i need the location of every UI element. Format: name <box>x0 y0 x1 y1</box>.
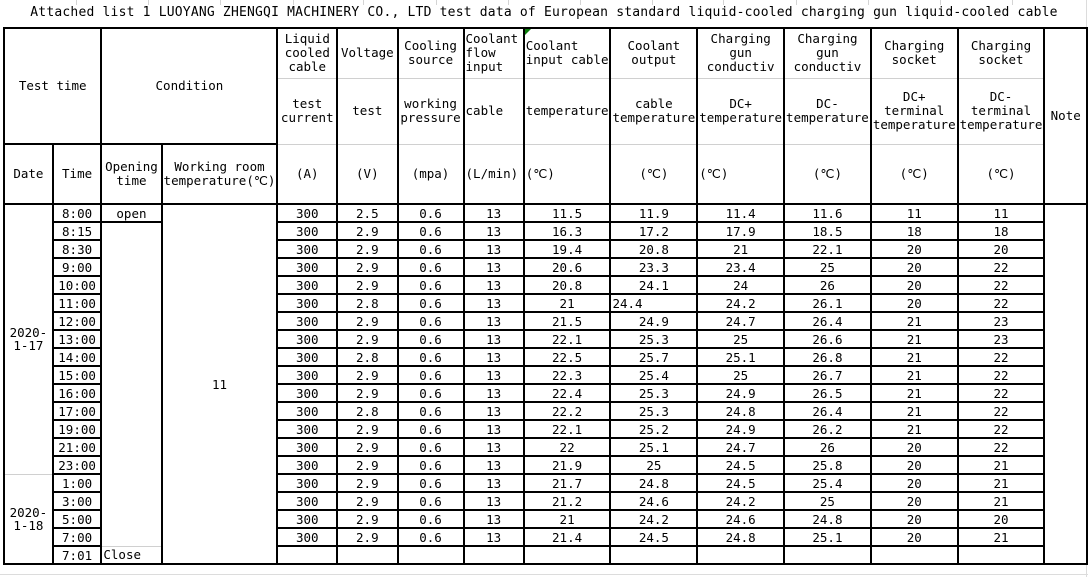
time-cell: 7:00 <box>53 528 102 546</box>
value-cell-working-pressure: 0.6 <box>398 402 464 420</box>
header-voltage-group: Voltage <box>337 28 397 78</box>
value-cell-coolant-flow: 13 <box>464 492 524 510</box>
value-cell-gun-dc-minus-temp: 22.1 <box>784 240 871 258</box>
value-cell-test-current: 300 <box>277 204 337 222</box>
value-cell-coolant-flow: 13 <box>464 384 524 402</box>
value-cell-gun-dc-minus-temp: 26 <box>784 276 871 294</box>
value-cell-coolant-input-temp: 22.1 <box>524 330 611 348</box>
value-cell-coolant-input-temp: 21.2 <box>524 492 611 510</box>
time-cell: 12:00 <box>53 312 102 330</box>
value-cell-socket-dc-plus-temp: 21 <box>871 348 958 366</box>
value-cell-coolant-input-temp: 16.3 <box>524 222 611 240</box>
header-note: Note <box>1044 28 1087 204</box>
value-cell-voltage: 2.9 <box>337 312 397 330</box>
value-cell-test-current: 300 <box>277 366 337 384</box>
gridline-stub <box>436 0 437 5</box>
header-unit-gun-dc-plus: (℃) <box>697 144 784 204</box>
value-cell-gun-dc-plus-temp: 23.4 <box>697 258 784 276</box>
time-cell: 14:00 <box>53 348 102 366</box>
value-cell-voltage: 2.9 <box>337 222 397 240</box>
value-cell-gun-dc-plus-temp <box>697 546 784 564</box>
header-condition: Condition <box>101 28 277 144</box>
time-cell: 10:00 <box>53 276 102 294</box>
value-cell-gun-dc-plus-temp: 24.8 <box>697 528 784 546</box>
value-cell-working-pressure: 0.6 <box>398 456 464 474</box>
value-cell-test-current: 300 <box>277 222 337 240</box>
value-cell-gun-dc-minus-temp: 26.2 <box>784 420 871 438</box>
gridline-stub <box>1012 0 1013 5</box>
value-cell-coolant-flow: 13 <box>464 294 524 312</box>
header-test-time: Test time <box>4 28 101 144</box>
value-cell-socket-dc-plus-temp: 20 <box>871 492 958 510</box>
value-cell-coolant-input-temp: 22.4 <box>524 384 611 402</box>
value-cell-working-pressure: 0.6 <box>398 294 464 312</box>
value-cell-socket-dc-minus-temp: 22 <box>958 294 1045 312</box>
value-cell-socket-dc-plus-temp: 20 <box>871 474 958 492</box>
value-cell-socket-dc-minus-temp: 22 <box>958 348 1045 366</box>
gridline-stub <box>652 0 653 5</box>
header-gun-dc-minus-group: Charging gun conductiv <box>784 28 871 78</box>
gridline-stub <box>868 0 869 5</box>
value-cell-coolant-output-temp: 24.8 <box>610 474 697 492</box>
value-cell-coolant-input-temp: 21.7 <box>524 474 611 492</box>
value-cell-gun-dc-minus-temp: 26.7 <box>784 366 871 384</box>
value-cell-socket-dc-minus-temp: 20 <box>958 240 1045 258</box>
value-cell-voltage: 2.9 <box>337 366 397 384</box>
gridline-stub <box>723 0 724 5</box>
value-cell-voltage: 2.9 <box>337 438 397 456</box>
time-cell: 3:00 <box>53 492 102 510</box>
value-cell-gun-dc-plus-temp: 24.8 <box>697 402 784 420</box>
value-cell-gun-dc-minus-temp: 26.1 <box>784 294 871 312</box>
value-cell-coolant-output-temp: 24.4 <box>610 294 697 312</box>
value-cell-working-pressure: 0.6 <box>398 474 464 492</box>
value-cell-socket-dc-plus-temp: 21 <box>871 330 958 348</box>
gridline-stub <box>940 0 941 5</box>
value-cell-coolant-output-temp: 25.3 <box>610 384 697 402</box>
value-cell-gun-dc-minus-temp: 11.6 <box>784 204 871 222</box>
value-cell-gun-dc-plus-temp: 24.9 <box>697 384 784 402</box>
date-cell: 2020-1-18 <box>4 474 53 564</box>
value-cell-gun-dc-plus-temp: 25 <box>697 366 784 384</box>
value-cell-test-current: 300 <box>277 348 337 366</box>
gridline-stub <box>363 0 364 5</box>
header-unit-gun-dc-minus: (℃) <box>784 144 871 204</box>
value-cell-test-current: 300 <box>277 330 337 348</box>
value-cell-test-current: 300 <box>277 294 337 312</box>
header-test-current-sub: test current <box>277 78 337 144</box>
value-cell-socket-dc-plus-temp: 21 <box>871 366 958 384</box>
header-coolant-flow-sub: cable <box>464 78 524 144</box>
value-cell-working-pressure: 0.6 <box>398 492 464 510</box>
value-cell-gun-dc-plus-temp: 24.6 <box>697 510 784 528</box>
header-opening-time: Opening time <box>101 144 161 204</box>
value-cell-coolant-flow: 13 <box>464 366 524 384</box>
value-cell-gun-dc-plus-temp: 24.5 <box>697 456 784 474</box>
value-cell-socket-dc-minus-temp: 18 <box>958 222 1045 240</box>
time-cell: 21:00 <box>53 438 102 456</box>
time-cell: 17:00 <box>53 402 102 420</box>
value-cell-coolant-flow: 13 <box>464 402 524 420</box>
header-unit-coolant-input: (℃) <box>524 144 611 204</box>
opening-span-cell <box>101 222 161 546</box>
value-cell-socket-dc-minus-temp: 21 <box>958 492 1045 510</box>
value-cell-working-pressure: 0.6 <box>398 222 464 240</box>
value-cell-coolant-output-temp: 25.4 <box>610 366 697 384</box>
value-cell-coolant-flow <box>464 546 524 564</box>
value-cell-gun-dc-plus-temp: 24.2 <box>697 492 784 510</box>
date-cell: 2020-1-17 <box>4 204 53 474</box>
value-cell-socket-dc-plus-temp: 21 <box>871 402 958 420</box>
value-cell-coolant-input-temp: 21 <box>524 294 611 312</box>
header-socket-dc-plus-group: Charging socket <box>871 28 958 78</box>
value-cell-coolant-input-temp: 19.4 <box>524 240 611 258</box>
value-cell-coolant-flow: 13 <box>464 456 524 474</box>
header-voltage-sub: test <box>337 78 397 144</box>
value-cell-coolant-flow: 13 <box>464 330 524 348</box>
value-cell-test-current: 300 <box>277 384 337 402</box>
header-gun-dc-minus-sub: DC- temperature <box>784 78 871 144</box>
value-cell-coolant-output-temp: 20.8 <box>610 240 697 258</box>
value-cell-socket-dc-plus-temp: 20 <box>871 276 958 294</box>
value-cell-socket-dc-plus-temp: 21 <box>871 420 958 438</box>
value-cell-coolant-output-temp <box>610 546 697 564</box>
header-unit-pressure: (mpa) <box>398 144 464 204</box>
value-cell-coolant-output-temp: 25.3 <box>610 330 697 348</box>
value-cell-coolant-output-temp: 25.2 <box>610 420 697 438</box>
header-coolant-input-sub: temperature <box>524 78 611 144</box>
value-cell-coolant-output-temp: 25 <box>610 456 697 474</box>
time-cell: 8:30 <box>53 240 102 258</box>
value-cell-coolant-output-temp: 24.6 <box>610 492 697 510</box>
value-cell-socket-dc-plus-temp: 20 <box>871 258 958 276</box>
value-cell-working-pressure: 0.6 <box>398 330 464 348</box>
value-cell-voltage: 2.8 <box>337 294 397 312</box>
header-gun-dc-plus-group: Charging gun conductiv <box>697 28 784 78</box>
value-cell-gun-dc-plus-temp: 11.4 <box>697 204 784 222</box>
value-cell-test-current: 300 <box>277 312 337 330</box>
value-cell-socket-dc-plus-temp: 20 <box>871 438 958 456</box>
value-cell-voltage: 2.9 <box>337 456 397 474</box>
opening-cell-close: Close <box>101 546 161 564</box>
gridline-stub <box>148 0 149 5</box>
value-cell-voltage: 2.9 <box>337 474 397 492</box>
value-cell-socket-dc-minus-temp: 20 <box>958 510 1045 528</box>
value-cell-test-current <box>277 546 337 564</box>
value-cell-gun-dc-minus-temp: 26.5 <box>784 384 871 402</box>
value-cell-coolant-flow: 13 <box>464 438 524 456</box>
value-cell-socket-dc-minus-temp: 22 <box>958 402 1045 420</box>
header-working-room: Working room temperature(℃) <box>162 144 278 204</box>
value-cell-socket-dc-plus-temp: 11 <box>871 204 958 222</box>
value-cell-coolant-flow: 13 <box>464 258 524 276</box>
value-cell-coolant-output-temp: 25.3 <box>610 402 697 420</box>
value-cell-voltage: 2.9 <box>337 276 397 294</box>
value-cell-working-pressure: 0.6 <box>398 510 464 528</box>
gridline-stub <box>293 0 294 5</box>
value-cell-gun-dc-minus-temp: 24.8 <box>784 510 871 528</box>
value-cell-gun-dc-plus-temp: 24.7 <box>697 312 784 330</box>
header-unit-voltage: (V) <box>337 144 397 204</box>
value-cell-gun-dc-plus-temp: 24.2 <box>697 294 784 312</box>
gridline-stub <box>580 0 581 5</box>
value-cell-coolant-flow: 13 <box>464 528 524 546</box>
value-cell-test-current: 300 <box>277 528 337 546</box>
value-cell-working-pressure: 0.6 <box>398 420 464 438</box>
value-cell-test-current: 300 <box>277 510 337 528</box>
value-cell-socket-dc-plus-temp: 18 <box>871 222 958 240</box>
value-cell-socket-dc-minus-temp: 11 <box>958 204 1045 222</box>
value-cell-gun-dc-minus-temp: 26.4 <box>784 402 871 420</box>
header-coolant-output-group: Coolant output <box>610 28 697 78</box>
value-cell-voltage <box>337 546 397 564</box>
value-cell-socket-dc-plus-temp: 20 <box>871 240 958 258</box>
value-cell-socket-dc-minus-temp: 23 <box>958 330 1045 348</box>
value-cell-working-pressure: 0.6 <box>398 384 464 402</box>
comment-indicator-icon <box>525 29 531 35</box>
value-cell-coolant-flow: 13 <box>464 348 524 366</box>
value-cell-test-current: 300 <box>277 456 337 474</box>
value-cell-working-pressure: 0.6 <box>398 528 464 546</box>
value-cell-working-pressure: 0.6 <box>398 366 464 384</box>
gridline-stub <box>796 0 797 5</box>
value-cell-voltage: 2.5 <box>337 204 397 222</box>
value-cell-voltage: 2.8 <box>337 348 397 366</box>
time-cell: 16:00 <box>53 384 102 402</box>
header-coolant-flow-group: Coolant flow input <box>464 28 524 78</box>
value-cell-socket-dc-minus-temp: 21 <box>958 474 1045 492</box>
value-cell-coolant-flow: 13 <box>464 222 524 240</box>
gridline-stub <box>508 0 509 5</box>
value-cell-voltage: 2.9 <box>337 240 397 258</box>
value-cell-test-current: 300 <box>277 420 337 438</box>
value-cell-gun-dc-plus-temp: 24.5 <box>697 474 784 492</box>
value-cell-coolant-input-temp: 22.1 <box>524 420 611 438</box>
value-cell-coolant-input-temp: 20.8 <box>524 276 611 294</box>
value-cell-gun-dc-minus-temp: 26.4 <box>784 312 871 330</box>
header-socket-dc-minus-sub: DC- terminal temperature <box>958 78 1045 144</box>
value-cell-gun-dc-minus-temp: 26.8 <box>784 348 871 366</box>
value-cell-working-pressure <box>398 546 464 564</box>
value-cell-socket-dc-minus-temp: 22 <box>958 258 1045 276</box>
header-socket-dc-plus-sub: DC+ terminal temperature <box>871 78 958 144</box>
time-cell: 7:01 <box>53 546 102 564</box>
value-cell-coolant-flow: 13 <box>464 474 524 492</box>
value-cell-socket-dc-plus-temp: 21 <box>871 312 958 330</box>
value-cell-coolant-output-temp: 24.9 <box>610 312 697 330</box>
value-cell-voltage: 2.9 <box>337 330 397 348</box>
value-cell-coolant-output-temp: 24.1 <box>610 276 697 294</box>
value-cell-coolant-flow: 13 <box>464 276 524 294</box>
value-cell-gun-dc-minus-temp: 25 <box>784 258 871 276</box>
value-cell-gun-dc-minus-temp: 26.6 <box>784 330 871 348</box>
table-header <box>4 28 1087 204</box>
value-cell-socket-dc-plus-temp: 20 <box>871 510 958 528</box>
value-cell-voltage: 2.9 <box>337 384 397 402</box>
time-cell: 1:00 <box>53 474 102 492</box>
value-cell-test-current: 300 <box>277 402 337 420</box>
value-cell-coolant-output-temp: 11.9 <box>610 204 697 222</box>
gridline-bottom <box>0 574 1088 575</box>
working-room-cell: 11 <box>162 204 278 564</box>
header-coolant-input-text: Coolant input cable <box>525 38 609 68</box>
value-cell-socket-dc-plus-temp: 20 <box>871 294 958 312</box>
value-cell-working-pressure: 0.6 <box>398 204 464 222</box>
value-cell-coolant-input-temp: 22 <box>524 438 611 456</box>
value-cell-gun-dc-plus-temp: 24 <box>697 276 784 294</box>
value-cell-coolant-input-temp <box>524 546 611 564</box>
time-cell: 5:00 <box>53 510 102 528</box>
value-cell-socket-dc-minus-temp: 22 <box>958 384 1045 402</box>
value-cell-voltage: 2.9 <box>337 492 397 510</box>
header-unit-flow: (L/min) <box>464 144 524 204</box>
value-cell-socket-dc-minus-temp: 22 <box>958 438 1045 456</box>
value-cell-working-pressure: 0.6 <box>398 240 464 258</box>
value-cell-gun-dc-minus-temp <box>784 546 871 564</box>
value-cell-working-pressure: 0.6 <box>398 276 464 294</box>
header-coolant-input-group <box>524 28 611 78</box>
value-cell-test-current: 300 <box>277 276 337 294</box>
value-cell-gun-dc-plus-temp: 21 <box>697 240 784 258</box>
header-gun-dc-plus-sub: DC+ temperature <box>697 78 784 144</box>
value-cell-coolant-input-temp: 21.5 <box>524 312 611 330</box>
value-cell-test-current: 300 <box>277 492 337 510</box>
value-cell-coolant-flow: 13 <box>464 420 524 438</box>
value-cell-voltage: 2.9 <box>337 528 397 546</box>
value-cell-coolant-output-temp: 17.2 <box>610 222 697 240</box>
value-cell-gun-dc-minus-temp: 25 <box>784 492 871 510</box>
value-cell-gun-dc-minus-temp: 18.5 <box>784 222 871 240</box>
value-cell-voltage: 2.9 <box>337 510 397 528</box>
value-cell-gun-dc-minus-temp: 25.1 <box>784 528 871 546</box>
value-cell-gun-dc-plus-temp: 25.1 <box>697 348 784 366</box>
value-cell-coolant-output-temp: 24.5 <box>610 528 697 546</box>
time-cell: 19:00 <box>53 420 102 438</box>
table-body <box>4 204 1087 564</box>
value-cell-socket-dc-minus-temp <box>958 546 1045 564</box>
time-cell: 15:00 <box>53 366 102 384</box>
value-cell-test-current: 300 <box>277 240 337 258</box>
note-cell <box>1044 204 1087 564</box>
header-unit-socket-dc-plus: (℃) <box>871 144 958 204</box>
value-cell-socket-dc-minus-temp: 22 <box>958 420 1045 438</box>
table-title: Attached list 1 LUOYANG ZHENGQI MACHINERY CO., LTD test data of European standard liquid-cooled charging gun liquid-cooled cable <box>30 5 1058 20</box>
value-cell-working-pressure: 0.6 <box>398 348 464 366</box>
value-cell-coolant-input-temp: 22.3 <box>524 366 611 384</box>
value-cell-socket-dc-plus-temp: 20 <box>871 528 958 546</box>
header-socket-dc-minus-group: Charging socket <box>958 28 1045 78</box>
value-cell-coolant-output-temp: 25.1 <box>610 438 697 456</box>
time-cell: 9:00 <box>53 258 102 276</box>
time-cell: 23:00 <box>53 456 102 474</box>
value-cell-coolant-flow: 13 <box>464 312 524 330</box>
value-cell-coolant-flow: 13 <box>464 240 524 258</box>
value-cell-socket-dc-minus-temp: 22 <box>958 276 1045 294</box>
header-coolant-output-sub: cable temperature <box>610 78 697 144</box>
gridline-stub <box>76 0 77 5</box>
value-cell-working-pressure: 0.6 <box>398 438 464 456</box>
value-cell-socket-dc-minus-temp: 21 <box>958 528 1045 546</box>
value-cell-coolant-input-temp: 21.9 <box>524 456 611 474</box>
value-cell-gun-dc-minus-temp: 26 <box>784 438 871 456</box>
value-cell-socket-dc-minus-temp: 22 <box>958 366 1045 384</box>
time-cell: 13:00 <box>53 330 102 348</box>
opening-cell-open: open <box>101 204 161 222</box>
header-time: Time <box>53 144 102 204</box>
header-cooling-source-sub: working pressure <box>398 78 464 144</box>
value-cell-voltage: 2.9 <box>337 420 397 438</box>
value-cell-gun-dc-plus-temp: 17.9 <box>697 222 784 240</box>
value-cell-socket-dc-plus-temp: 20 <box>871 456 958 474</box>
time-cell: 8:00 <box>53 204 102 222</box>
value-cell-coolant-output-temp: 24.2 <box>610 510 697 528</box>
value-cell-working-pressure: 0.6 <box>398 258 464 276</box>
header-unit-socket-dc-minus: (℃) <box>958 144 1045 204</box>
time-cell: 11:00 <box>53 294 102 312</box>
header-cooling-source-group: Cooling source <box>398 28 464 78</box>
table-row <box>4 204 1087 222</box>
header-unit-coolant-output: (℃) <box>610 144 697 204</box>
value-cell-socket-dc-plus-temp: 21 <box>871 384 958 402</box>
value-cell-test-current: 300 <box>277 438 337 456</box>
value-cell-gun-dc-minus-temp: 25.4 <box>784 474 871 492</box>
value-cell-coolant-input-temp: 22.2 <box>524 402 611 420</box>
value-cell-coolant-output-temp: 25.7 <box>610 348 697 366</box>
value-cell-coolant-input-temp: 21 <box>524 510 611 528</box>
value-cell-working-pressure: 0.6 <box>398 312 464 330</box>
value-cell-coolant-input-temp: 21.4 <box>524 528 611 546</box>
header-unit-test-current: (A) <box>277 144 337 204</box>
value-cell-coolant-flow: 13 <box>464 510 524 528</box>
header-test-current-group: Liquid cooled cable <box>277 28 337 78</box>
value-cell-coolant-input-temp: 11.5 <box>524 204 611 222</box>
value-cell-gun-dc-plus-temp: 24.7 <box>697 438 784 456</box>
value-cell-coolant-output-temp: 23.3 <box>610 258 697 276</box>
value-cell-voltage: 2.9 <box>337 258 397 276</box>
value-cell-coolant-input-temp: 20.6 <box>524 258 611 276</box>
value-cell-coolant-flow: 13 <box>464 204 524 222</box>
value-cell-socket-dc-minus-temp: 23 <box>958 312 1045 330</box>
value-cell-socket-dc-minus-temp: 21 <box>958 456 1045 474</box>
value-cell-coolant-input-temp: 22.5 <box>524 348 611 366</box>
value-cell-test-current: 300 <box>277 474 337 492</box>
value-cell-gun-dc-minus-temp: 25.8 <box>784 456 871 474</box>
value-cell-voltage: 2.8 <box>337 402 397 420</box>
value-cell-socket-dc-plus-temp <box>871 546 958 564</box>
value-cell-gun-dc-plus-temp: 24.9 <box>697 420 784 438</box>
value-cell-test-current: 300 <box>277 258 337 276</box>
time-cell: 8:15 <box>53 222 102 240</box>
gridline-stub <box>220 0 221 5</box>
test-data-table <box>3 27 1088 565</box>
header-date: Date <box>4 144 53 204</box>
value-cell-gun-dc-plus-temp: 25 <box>697 330 784 348</box>
